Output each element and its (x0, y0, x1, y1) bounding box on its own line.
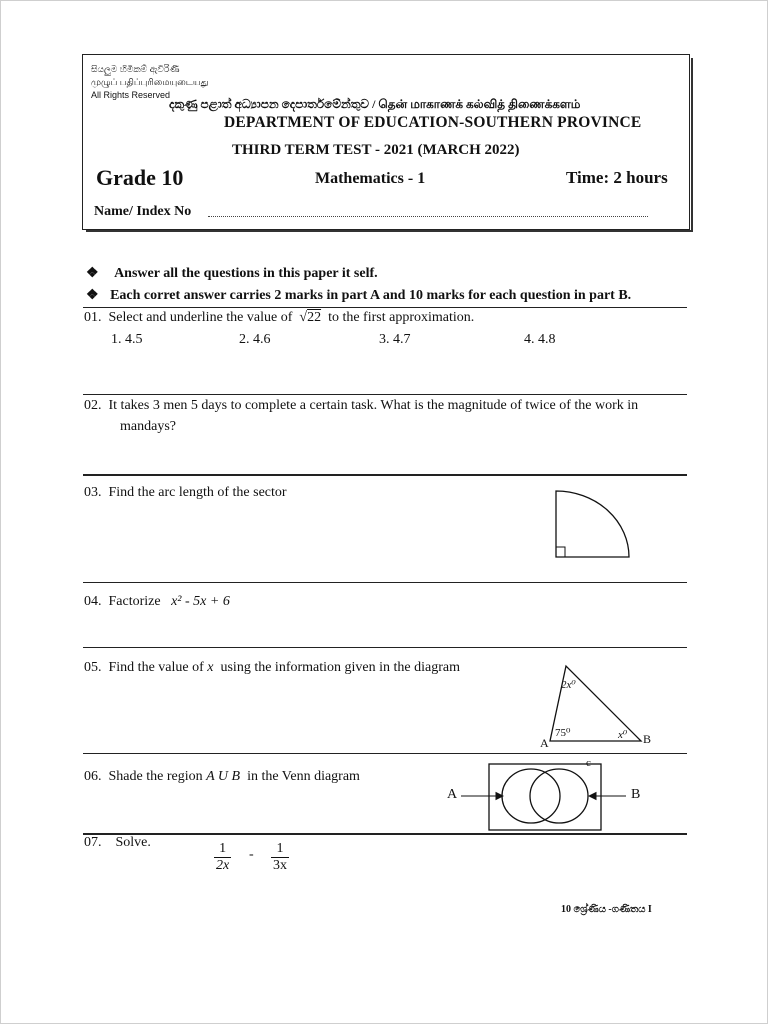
triangle-top-angle: 2x⁰ (561, 679, 576, 691)
fraction-2 (271, 841, 289, 874)
quadratic-expression: x² - 5x + 6 (171, 594, 230, 609)
copyright-tamil: முழுப் பதிப்புரிமையுடையது (91, 77, 209, 87)
question-text: to the first approximation. (328, 310, 475, 325)
venn-universal-label: c (586, 757, 591, 769)
instruction-2-text: Each corret answer carries 2 marks in part A and 10 marks for each question in part B. (110, 288, 632, 303)
vertex-a-label: A (540, 736, 549, 750)
fraction-1-numerator: 1 (219, 841, 227, 856)
bullet-icon: ❖ (86, 288, 99, 303)
term-title: THIRD TERM TEST - 2021 (MARCH 2022) (232, 142, 520, 158)
page-footer: 10 ශ්‍රේණිය -ගණිතය I (561, 904, 652, 915)
question-text: It takes 3 men 5 days to complete a certain task. What is the magnitude of twice of the work in (108, 398, 639, 413)
set-expression: A U B (206, 769, 241, 784)
question-text: Factorize (108, 594, 161, 609)
question-text: in the Venn diagram (247, 769, 360, 784)
bullet-icon: ❖ (86, 266, 99, 281)
question-text: using the information given in the diagram (220, 660, 460, 675)
copyright-english: All Rights Reserved (91, 90, 171, 100)
question-text: Solve. (115, 835, 151, 850)
department-local-name: දකුණු පළාත් අධ්‍යාපන දෙපාර්තමේන්තුව / தென் மாகாணக் கல்வித் திணைக்களம் (169, 97, 581, 111)
fraction-1 (214, 841, 231, 874)
sqrt-radicand: 22 (307, 310, 322, 325)
fraction-2-numerator: 1 (276, 841, 284, 856)
question-number: 06. (84, 769, 102, 784)
vertex-b-label: B (643, 732, 652, 746)
sqrt-symbol: √ (299, 310, 308, 325)
venn-a-label: A (447, 787, 458, 802)
fraction-2-denominator: 3x (273, 858, 287, 873)
divider (83, 833, 687, 835)
question-number: 04. (84, 594, 102, 609)
triangle-left-angle: 75⁰ (555, 727, 571, 739)
variable-x: x (207, 660, 214, 675)
question-text: Find the value of (108, 660, 204, 675)
question-number: 05. (84, 660, 102, 675)
option-2[interactable]: 2. 4.6 (239, 332, 271, 347)
triangle-right-angle: x⁰ (618, 729, 628, 741)
venn-b-label: B (631, 787, 641, 802)
question-number: 03. (84, 485, 102, 500)
question-number: 01. (84, 310, 102, 325)
venn-set-a (502, 769, 560, 823)
department-name: DEPARTMENT OF EDUCATION-SOUTHERN PROVINCE (224, 114, 642, 131)
venn-set-b (530, 769, 588, 823)
grade-label: Grade 10 (96, 165, 184, 190)
question-text: Shade the region (108, 769, 203, 784)
copyright-sinhala: සියලුම හිමිකම් ඇවිරිණි (91, 64, 180, 74)
question-number: 07. (84, 835, 102, 850)
venn-diagram[interactable] (1, 1, 768, 1025)
question-2-line-2: mandays? (120, 419, 176, 434)
question-text: Find the arc length of the sector (108, 485, 287, 500)
question-7 (84, 835, 151, 851)
time-label: Time: 2 hours (566, 168, 668, 187)
name-index-label: Name/ Index No (94, 204, 192, 219)
option-4[interactable]: 4. 4.8 (524, 332, 556, 347)
question-number: 02. (84, 398, 102, 413)
instruction-1-text: Answer all the questions in this paper it self. (114, 266, 378, 281)
subject-label: Mathematics - 1 (315, 170, 426, 187)
minus-operator: - (249, 847, 254, 862)
option-3[interactable]: 3. 4.7 (379, 332, 411, 347)
option-1[interactable]: 1. 4.5 (111, 332, 143, 347)
fraction-1-denominator: 2x (216, 858, 230, 873)
question-text: Select and underline the value of (108, 310, 293, 325)
